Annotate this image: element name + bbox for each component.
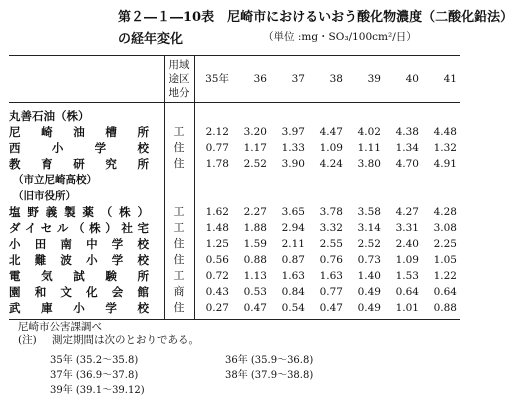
year-header: 35年 [194, 56, 232, 103]
table-row [9, 103, 460, 125]
value-cell: 1.63 [281, 270, 305, 282]
value-cell: 0.64 [395, 286, 419, 298]
value-cell: 1.22 [433, 270, 457, 282]
value-cell: 4.70 [395, 158, 419, 170]
value-cell: 0.77 [205, 142, 229, 154]
value-cell: 1.40 [357, 270, 381, 282]
value-cell: 1.53 [395, 270, 419, 282]
table-title-continued: の経年変化 [118, 32, 184, 47]
station-label: 小田南中学校 [9, 237, 149, 251]
year-header: 37 [270, 56, 308, 103]
value-cell [308, 103, 346, 125]
use-district: 商 [164, 284, 194, 300]
value-cell: 1.01 [384, 300, 422, 320]
value-cell: 1.32 [433, 142, 457, 154]
value-cell: 1.33 [281, 142, 305, 154]
value-cell: 4.27 [395, 206, 419, 218]
use-district [164, 103, 194, 125]
station-label: （旧市役所） [13, 190, 76, 202]
use-district: 工 [164, 204, 194, 220]
value-cell: 2.40 [395, 238, 419, 250]
value-cell: 1.25 [205, 238, 229, 250]
value-cell: 1.59 [243, 238, 267, 250]
value-cell [232, 103, 270, 125]
value-cell: 3.58 [357, 206, 381, 218]
table-row [9, 236, 460, 252]
station-label: 武庫小学校 [9, 301, 149, 315]
station-label: 塩野義製薬（株） [9, 205, 149, 219]
value-cell [270, 188, 308, 204]
table-title: 第２―１―10表 尼崎市におけるいおう酸化物濃度（二酸化鉛法） [118, 10, 513, 25]
notes [18, 321, 199, 347]
use-district: 工 [164, 124, 194, 140]
year-header: 36 [232, 56, 270, 103]
value-cell: 0.88 [422, 300, 460, 320]
value-cell: 0.84 [281, 286, 305, 298]
value-cell: 1.48 [205, 222, 229, 234]
station-label: 電気試験所 [9, 269, 149, 283]
value-cell [384, 188, 422, 204]
value-cell: 0.77 [319, 286, 343, 298]
value-cell: 1.78 [205, 158, 229, 170]
value-cell [308, 188, 346, 204]
value-cell: 3.78 [319, 206, 343, 218]
year-header: 40 [384, 56, 422, 103]
use-district: 住 [164, 140, 194, 156]
table-row [9, 268, 460, 284]
value-cell: 2.25 [433, 238, 457, 250]
header-use-district [164, 56, 194, 103]
year-header: 41 [422, 56, 460, 103]
table-row [9, 124, 460, 140]
value-cell: 0.49 [357, 286, 381, 298]
value-cell [422, 103, 460, 125]
value-cell: 0.64 [433, 286, 457, 298]
value-cell [308, 172, 346, 188]
period-note [18, 334, 199, 347]
value-cell: 1.05 [433, 254, 457, 266]
value-cell: 0.47 [308, 300, 346, 320]
value-cell: 1.09 [319, 142, 343, 154]
table-row [9, 188, 460, 204]
value-cell: 4.02 [357, 126, 381, 138]
value-cell: 0.27 [194, 300, 232, 320]
station-name [9, 140, 164, 156]
value-cell: 1.09 [395, 254, 419, 266]
use-district: 工 [164, 220, 194, 236]
station-name [9, 236, 164, 252]
value-cell: 0.73 [357, 254, 381, 266]
use-district: 工 [164, 268, 194, 284]
header-row [9, 56, 460, 103]
value-cell: 0.87 [281, 254, 305, 266]
value-cell: 2.94 [281, 222, 305, 234]
value-cell: 2.11 [281, 238, 305, 250]
value-cell [422, 172, 460, 188]
period-item: 39年 (39.1～39.12) [50, 385, 145, 396]
table-row [9, 220, 460, 236]
value-cell: 3.31 [395, 222, 419, 234]
station-name [9, 268, 164, 284]
period-item: 37年 (36.9～37.8) [50, 370, 139, 381]
period-item: 35年 (35.2～35.8) [50, 355, 139, 366]
station-name [9, 156, 164, 172]
year-header: 39 [346, 56, 384, 103]
value-cell: 0.56 [205, 254, 229, 266]
station-name [9, 300, 164, 320]
value-cell: 2.52 [243, 158, 267, 170]
value-cell: 1.11 [357, 142, 381, 154]
value-cell [422, 188, 460, 204]
value-cell [384, 172, 422, 188]
value-cell: 0.54 [270, 300, 308, 320]
station-label: 北難波小学校 [9, 253, 149, 267]
concentration-table [9, 55, 460, 320]
table-row [9, 156, 460, 172]
value-cell: 3.20 [243, 126, 267, 138]
value-cell: 3.65 [281, 206, 305, 218]
value-cell: 1.17 [243, 142, 267, 154]
unit-label: （単位 :mg・SO₃/100cm²/日） [263, 31, 417, 43]
station-label: 尼崎油槽所 [9, 125, 149, 139]
value-cell [346, 188, 384, 204]
value-cell [232, 172, 270, 188]
value-cell [194, 172, 232, 188]
value-cell: 2.27 [243, 206, 267, 218]
use-district [164, 172, 194, 188]
value-cell [232, 188, 270, 204]
value-cell: 1.34 [395, 142, 419, 154]
use-district [164, 188, 194, 204]
station-name [9, 220, 164, 236]
header-use-line: 用域 [168, 59, 190, 71]
table-row [9, 252, 460, 268]
table-row [9, 140, 460, 156]
table-row [9, 172, 460, 188]
table-row [9, 204, 460, 220]
value-cell [194, 188, 232, 204]
value-cell: 2.55 [319, 238, 343, 250]
value-cell: 4.91 [433, 158, 457, 170]
use-district: 住 [164, 300, 194, 320]
station-name [9, 284, 164, 300]
value-cell: 1.13 [243, 270, 267, 282]
value-cell: 4.24 [319, 158, 343, 170]
value-cell: 3.90 [281, 158, 305, 170]
use-district: 住 [164, 236, 194, 252]
period-item: 36年 (35.9～36.8) [225, 355, 314, 366]
value-cell: 2.12 [205, 126, 229, 138]
station-label: （市立尼崎高校） [13, 174, 97, 186]
source-note: 尼崎市公害課調べ [18, 321, 102, 333]
table-row [9, 284, 460, 300]
use-district: 住 [164, 156, 194, 172]
station-label: 園和文化会館 [9, 285, 149, 299]
station-name [9, 172, 164, 188]
value-cell [194, 103, 232, 125]
station-label: 丸善石油（株） [9, 109, 90, 123]
header-station [9, 56, 164, 103]
station-name [9, 103, 164, 125]
station-label: 西小学校 [9, 141, 149, 155]
value-cell [384, 103, 422, 125]
header-use-line: 地分 [168, 87, 190, 99]
header-use-line: 途区 [168, 73, 190, 85]
station-name [9, 188, 164, 204]
year-header: 38 [308, 56, 346, 103]
station-name [9, 124, 164, 140]
value-cell: 4.48 [433, 126, 457, 138]
value-cell: 4.38 [395, 126, 419, 138]
value-cell: 3.80 [357, 158, 381, 170]
value-cell: 0.49 [346, 300, 384, 320]
station-name [9, 204, 164, 220]
value-cell: 1.88 [243, 222, 267, 234]
value-cell [346, 172, 384, 188]
value-cell: 2.52 [357, 238, 381, 250]
period-item: 38年 (37.9～38.8) [225, 370, 314, 381]
value-cell [270, 103, 308, 125]
note-label: (注) [18, 334, 37, 346]
value-cell [270, 172, 308, 188]
value-cell: 0.47 [232, 300, 270, 320]
value-cell: 3.08 [433, 222, 457, 234]
table-body [9, 103, 460, 320]
station-label: ダイセル（株）社宅 [9, 221, 149, 235]
value-cell: 3.14 [357, 222, 381, 234]
value-cell: 0.53 [243, 286, 267, 298]
value-cell: 0.72 [205, 270, 229, 282]
value-cell: 0.43 [205, 286, 229, 298]
use-district: 住 [164, 252, 194, 268]
table-row [9, 300, 460, 320]
value-cell [346, 103, 384, 125]
value-cell: 3.97 [281, 126, 305, 138]
value-cell: 4.28 [433, 206, 457, 218]
value-cell: 1.62 [205, 206, 229, 218]
note-text: 測定期間は次のとおりである。 [52, 334, 200, 346]
station-name [9, 252, 164, 268]
value-cell: 0.76 [319, 254, 343, 266]
station-label: 教育研究所 [9, 157, 149, 171]
value-cell: 1.63 [319, 270, 343, 282]
value-cell: 0.88 [243, 254, 267, 266]
value-cell: 4.47 [319, 126, 343, 138]
value-cell: 3.32 [319, 222, 343, 234]
